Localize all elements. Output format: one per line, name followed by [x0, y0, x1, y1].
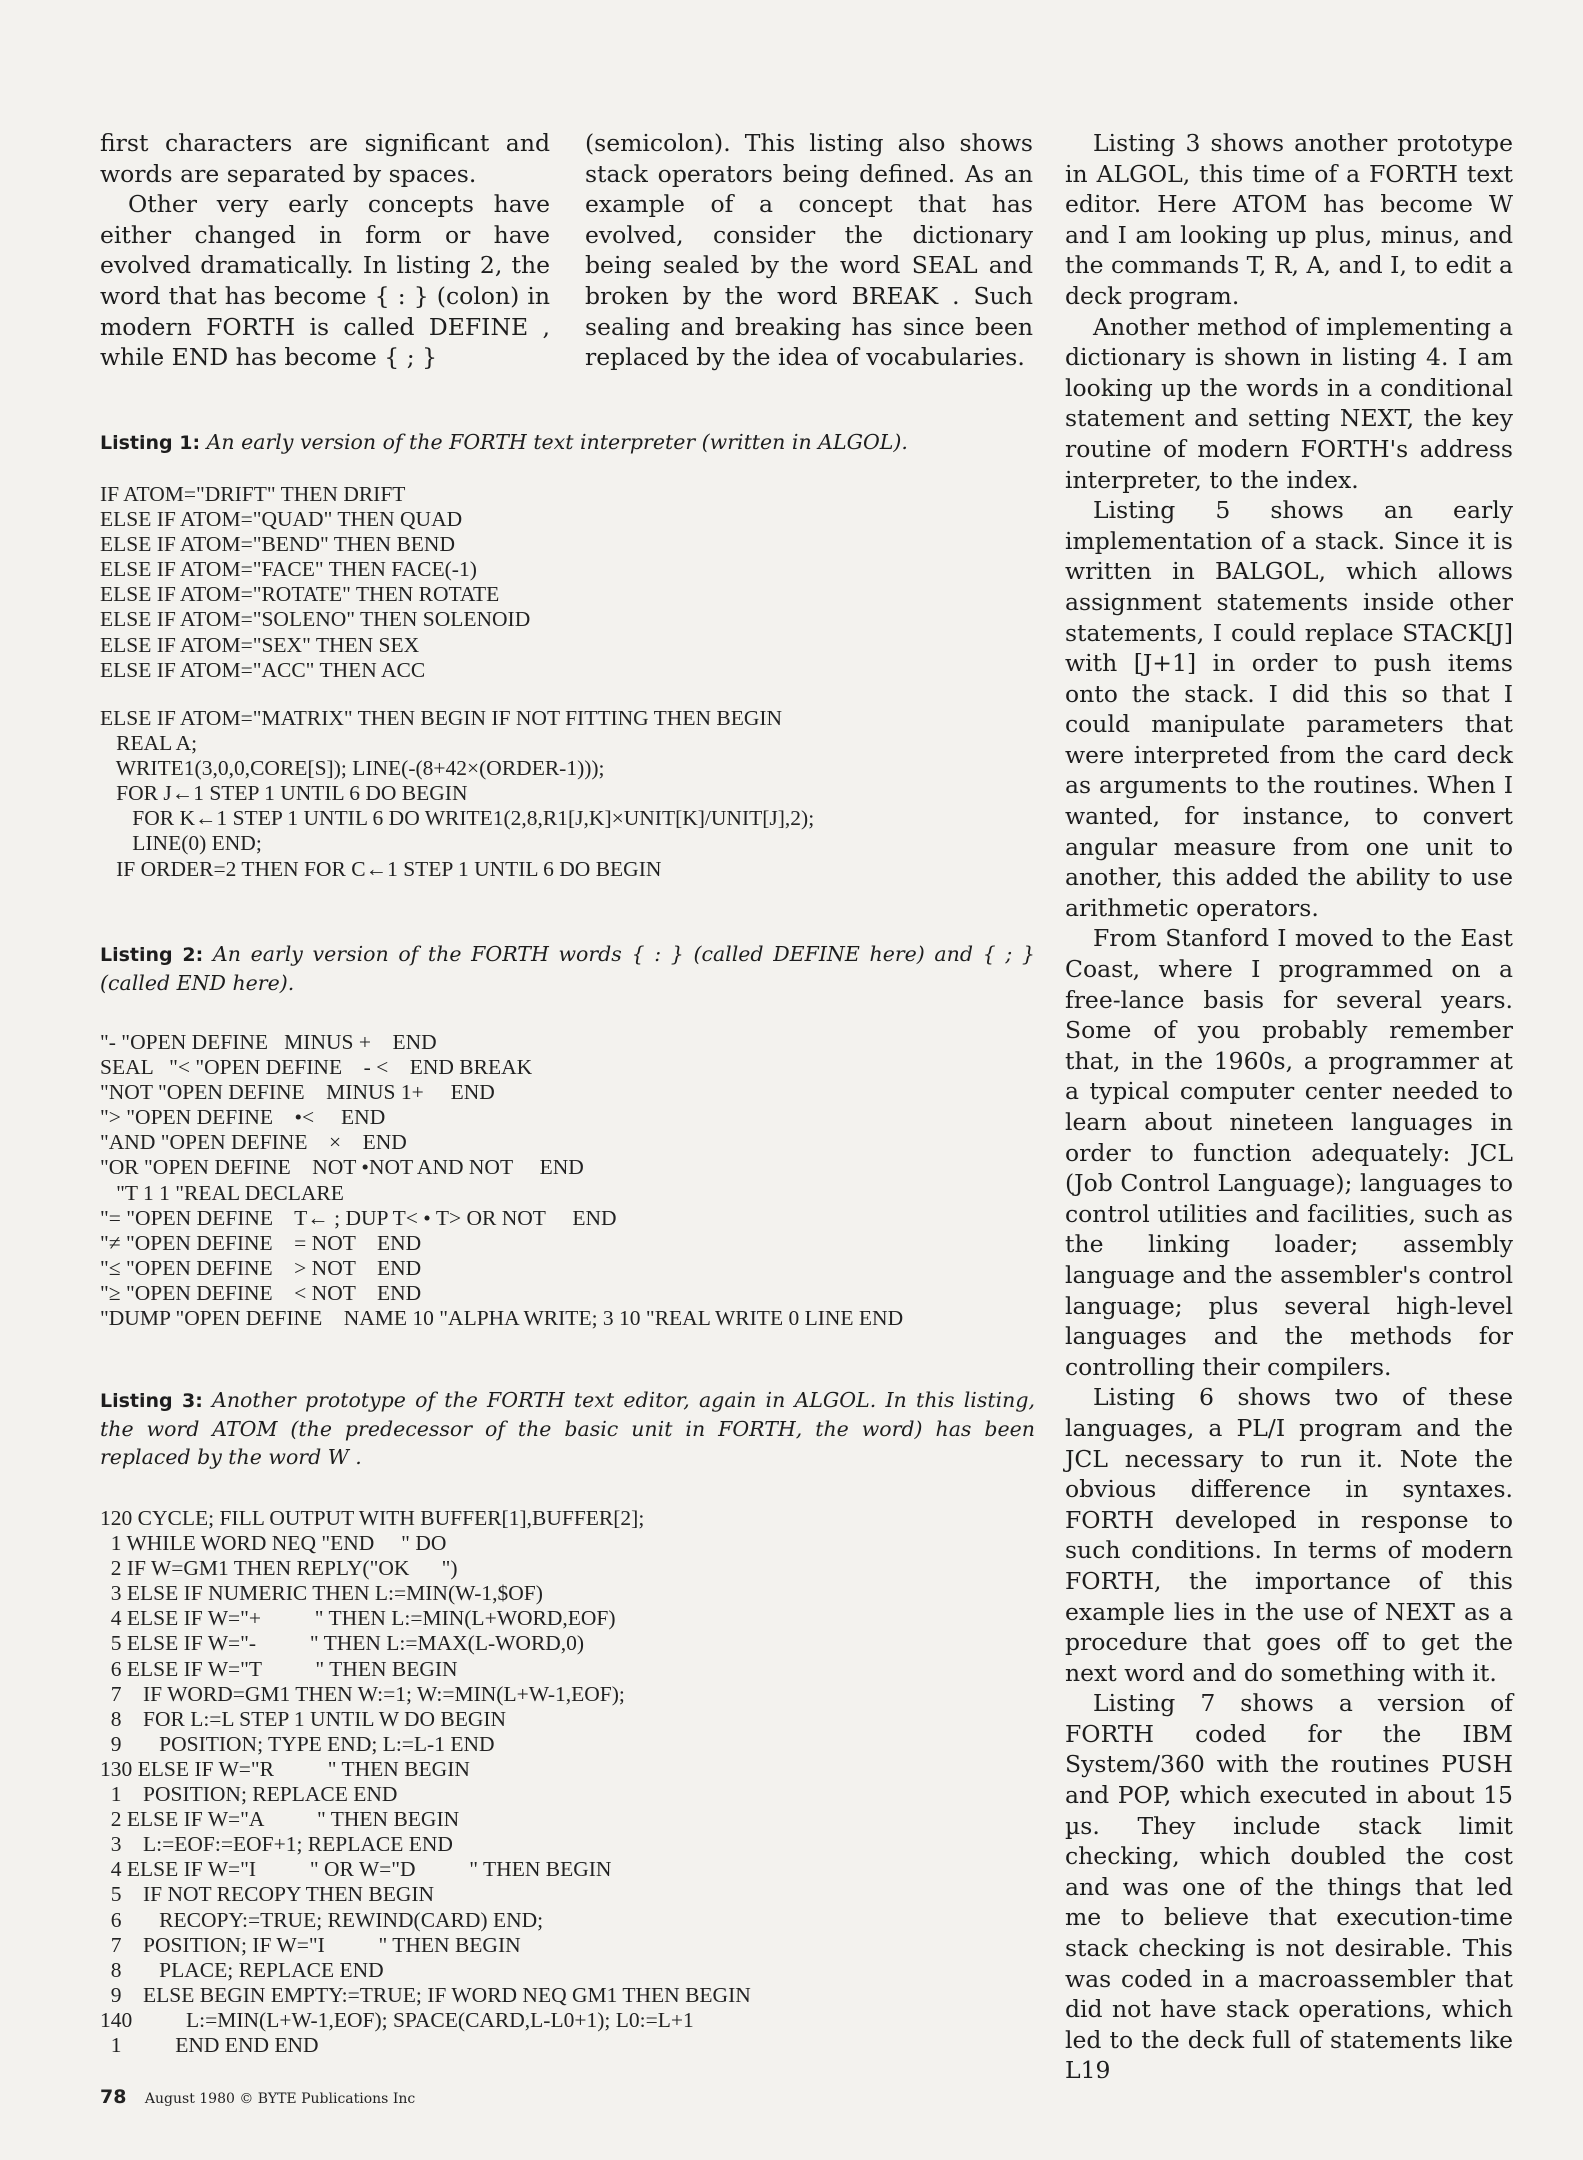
body-column-1 — [100, 128, 550, 373]
listing-label: Listing 1: — [100, 432, 201, 454]
listing-1-caption — [100, 428, 1035, 457]
paragraph: Listing 5 shows an early implementation of a stack. Since it is written in BALGOL, which allows assignment statements inside other statements, I could replace STACK[J] with [J+1] in order to push items onto the stack. I did this so that I could manipulate parameters that were interpreted from the card deck as arguments to the routines. When I wanted, for instance, to convert angular measure from one unit to another, this added the ability to use arithmetic operators. — [1065, 496, 1513, 922]
listing-1-code-part-a: IF ATOM="DRIFT" THEN DRIFT ELSE IF ATOM="QUAD" THEN QUAD ELSE IF ATOM="BEND" THEN BEND ELSE IF ATOM="FACE" THEN FACE(-1) ELSE IF ATOM="ROTATE" THEN ROTATE ELSE IF ATOM="SOLENO" THEN SOLENOID ELSE IF ATOM="SEX" THEN SEX ELSE IF ATOM="ACC" THEN ACC — [100, 482, 531, 682]
listing-2-code: "- "OPEN DEFINE MINUS + END SEAL "< "OPEN DEFINE - < END BREAK "NOT "OPEN DEFINE MINUS 1+ END "> "OPEN DEFINE •< END "AND "OPEN DEFINE × END "OR "OPEN DEFINE NOT •NOT AND NOT END "T 1 1 "REAL DECLARE "= "OPEN DEFINE T← ; DUP T< • T> OR NOT END "≠ "OPEN DEFINE = NOT END "≤ "OPEN DEFINE > NOT END "≥ "OPEN DEFINE < NOT END "DUMP "OPEN DEFINE NAME 10 "ALPHA WRITE; 3 10 "REAL WRITE 0 LINE END — [100, 1030, 904, 1331]
listing-caption-text: An early version of the FORTH words { : } (called DEFINE here) and { ; } (called END here). — [100, 942, 1035, 995]
paragraph: first characters are significant and words are separated by spaces. — [100, 129, 550, 188]
paragraph: Listing 6 shows two of these languages, a PL/I program and the JCL necessary to run it. Note the obvious difference in syntaxes. FORTH developed in response to such conditions. In terms of modern FORTH, the importance of this example lies in the use of NEXT as a procedure that goes off to get the next word and do something with it. — [1065, 1383, 1513, 1687]
body-column-3 — [1065, 128, 1513, 2086]
listing-label: Listing 3: — [100, 1390, 203, 1412]
listing-caption-text: Another prototype of the FORTH text editor, again in ALGOL. In this listing, the word ATOM (the predecessor of the basic unit in FORTH, the word) has been replaced by the word W . — [100, 1388, 1035, 1469]
paragraph: Listing 3 shows another prototype in ALGOL, this time of a FORTH text editor. Here ATOM has become W and I am looking up plus, minus, and the commands T, R, A, and I, to edit a deck program. — [1065, 129, 1513, 310]
body-column-2 — [585, 128, 1033, 373]
paragraph: Another method of implementing a dictionary is shown in listing 4. I am looking up the words in a conditional statement and setting NEXT, the key routine of modern FORTH's address interpreter, to the index. — [1065, 312, 1513, 494]
paragraph: From Stanford I moved to the East Coast, where I programmed on a free-lance basis for several years. Some of you probably remember that, in the 1960s, a programmer at a typical computer center needed to learn about nineteen languages in order to function adequately: JCL (Job Control Language); languages to control utilities and facilities, such as the linking loader; assembly language and the assembler's control language; plus several high-level languages and the methods for controlling their compilers. — [1065, 924, 1513, 1381]
page-footer — [100, 2086, 415, 2108]
listing-1-code-part-b: ELSE IF ATOM="MATRIX" THEN BEGIN IF NOT FITTING THEN BEGIN REAL A; WRITE1(3,0,0,CORE[S]); LINE(-(8+42×(ORDER-1))); FOR J←1 STEP 1 UNTIL 6 DO BEGIN FOR K←1 STEP 1 UNTIL 6 DO WRITE1(2,8,R1[J,K]×UNIT[K]/UNIT[J],2); LINE(0) END; IF ORDER=2 THEN FOR C←1 STEP 1 UNTIL 6 DO BEGIN — [100, 706, 815, 881]
paragraph: Listing 7 shows a version of FORTH coded for the IBM System/360 with the routines PUSH and POP, which executed in about 15 µs. They include stack limit checking, which doubled the cost and was one of the things that led me to believe that execution-time stack checking is not desirable. This was coded in a macroassembler that did not have stack operations, which led to the deck full of statements like L19 — [1065, 1689, 1513, 2085]
footer-credit: August 1980 © BYTE Publications Inc — [144, 2091, 416, 2107]
listing-3-code: 120 CYCLE; FILL OUTPUT WITH BUFFER[1],BUFFER[2]; 1 WHILE WORD NEQ "END " DO 2 IF W=GM1 THEN REPLY("OK ") 3 ELSE IF NUMERIC THEN L:=MIN(W-1,$OF) 4 ELSE IF W="+ " THEN L:=MIN(L+WORD,EOF) 5 ELSE IF W="- " THEN L:=MAX(L-WORD,0) 6 ELSE IF W="T " THEN BEGIN 7 IF WORD=GM1 THEN W:=1; W:=MIN(L+W-1,EOF); 8 FOR L:=L STEP 1 UNTIL W DO BEGIN 9 POSITION; TYPE END; L:=L-1 END 130 ELSE IF W="R " THEN BEGIN 1 POSITION; REPLACE END 2 ELSE IF W="A " THEN BEGIN 3 L:=EOF:=EOF+1; REPLACE END 4 ELSE IF W="I " OR W="D " THEN BEGIN 5 IF NOT RECOPY THEN BEGIN 6 RECOPY:=TRUE; REWIND(CARD) END; 7 POSITION; IF W="I " THEN BEGIN 8 PLACE; REPLACE END 9 ELSE BEGIN EMPTY:=TRUE; IF WORD NEQ GM1 THEN BEGIN 140 L:=MIN(L+W-1,EOF); SPACE(CARD,L-L0+1); L0:=L+1 1 END END END — [100, 1506, 751, 2057]
listing-caption-text: An early version of the FORTH text interpreter (written in ALGOL). — [206, 430, 908, 454]
listing-label: Listing 2: — [100, 944, 204, 966]
paragraph: (semicolon). This listing also shows stack operators being defined. As an example of a concept that has evolved, consider the dictionary being sealed by the word SEAL and broken by the word BREAK . Such sealing and breaking has since been replaced by the idea of vocabularies. — [585, 129, 1033, 372]
paragraph: Other very early concepts have either changed in form or have evolved dramatically. In listing 2, the word that has become { : } (colon) in modern FORTH is called DEFINE , while END has become { ; } — [100, 190, 550, 372]
listing-3-caption — [100, 1386, 1035, 1471]
page-number: 78 — [100, 2086, 127, 2108]
listing-2-caption — [100, 940, 1035, 997]
